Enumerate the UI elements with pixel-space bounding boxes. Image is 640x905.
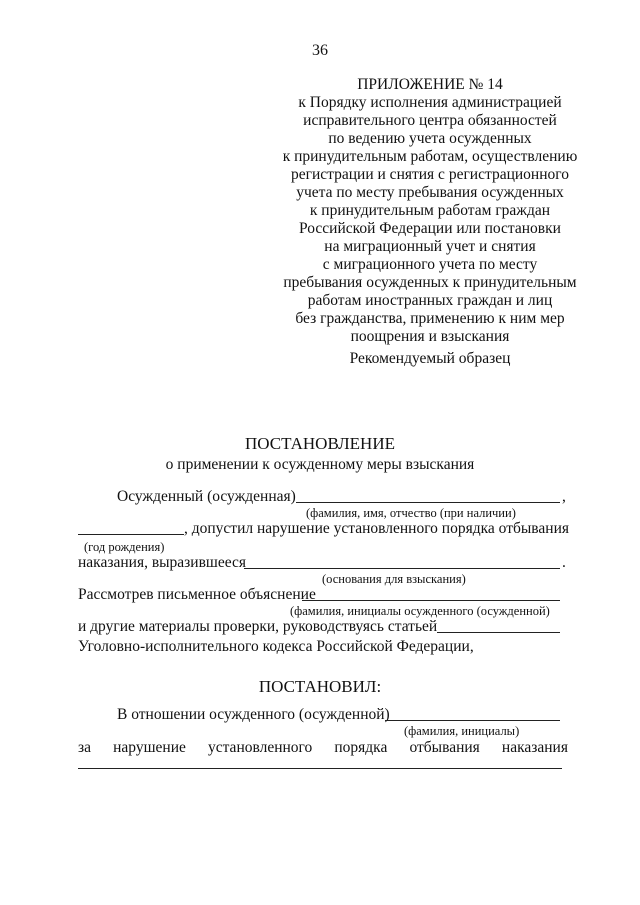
appendix-line: к Порядку исполнения администрацией — [298, 94, 562, 111]
document-title: ПОСТАНОВЛЕНИЕ — [244, 434, 395, 453]
appendix-line: к принудительным работам граждан — [309, 202, 551, 219]
article-field[interactable] — [437, 632, 560, 633]
grounds-field[interactable] — [244, 568, 560, 569]
document-subtitle: о применении к осужденному меры взыскания — [165, 456, 475, 473]
appendix-line: Российской Федерации или постановки — [299, 220, 561, 237]
regarding-label: В отношении осужденного (осужденной) — [117, 706, 390, 723]
appendix-line: на миграционный учет и снятия — [324, 238, 536, 255]
appendix-line: по ведению учета осужденных — [328, 130, 532, 147]
appendix-line: с миграционного учета по месту — [322, 256, 538, 273]
appendix-line: без гражданства, применению к ним мер — [295, 310, 565, 327]
violation-word: отбывания — [409, 739, 480, 756]
appendix-line: поощрения и взыскания — [350, 328, 510, 345]
violation-row — [78, 739, 568, 757]
code-text: Уголовно-исполнительного кодекса Российской Федерации, — [78, 638, 474, 655]
explanation-field[interactable] — [302, 600, 560, 601]
resolved-title: ПОСТАНОВИЛ: — [258, 677, 382, 696]
punishment-field[interactable] — [78, 768, 562, 769]
violation-word: порядка — [334, 739, 388, 756]
appendix-header — [250, 76, 610, 346]
birth-year-hint: (год рождения) — [84, 540, 165, 554]
violation-word: установленного — [207, 739, 313, 756]
convict-name-hint: (фамилия, имя, отчество (при наличии) — [306, 506, 516, 520]
convict-name-field[interactable] — [296, 502, 560, 503]
violation-word: нарушение — [113, 739, 186, 756]
convict-label: Осужденный (осужденная) — [117, 488, 296, 505]
violation-word: за — [78, 739, 92, 756]
violation-text: , допустил нарушение установленного порядка отбывания — [184, 520, 569, 537]
manifested-label: наказания, выразившееся — [78, 554, 247, 571]
violation-word: наказания — [501, 739, 568, 756]
explanation-label: Рассмотрев письменное объяснение — [78, 586, 316, 603]
page-number: 36 — [312, 42, 328, 59]
appendix-line: к принудительным работам, осуществлению — [282, 148, 578, 165]
explanation-hint: (фамилия, инициалы осужденного (осужденной) — [290, 604, 550, 618]
grounds-hint: (основания для взыскания) — [322, 572, 466, 586]
convict-comma: , — [562, 488, 566, 505]
regarding-name-field[interactable] — [385, 720, 560, 721]
materials-text: и другие материалы проверки, руководствуясь статьей — [78, 618, 438, 635]
manifested-period: . — [562, 554, 566, 571]
birth-year-field[interactable] — [78, 534, 184, 535]
name-hint: (фамилия, инициалы) — [404, 724, 520, 738]
appendix-line: работам иностранных граждан и лиц — [307, 292, 553, 309]
appendix-title: ПРИЛОЖЕНИЕ № 14 — [357, 76, 503, 93]
appendix-line: пребывания осужденных к принудительным — [283, 274, 577, 291]
appendix-line: регистрации и снятия с регистрационного — [291, 166, 569, 183]
appendix-line: исправительного центра обязанностей — [303, 112, 557, 129]
recommended-sample — [250, 350, 610, 368]
recommended-sample-label: Рекомендуемый образец — [349, 350, 511, 367]
appendix-line: учета по месту пребывания осужденных — [296, 184, 564, 201]
